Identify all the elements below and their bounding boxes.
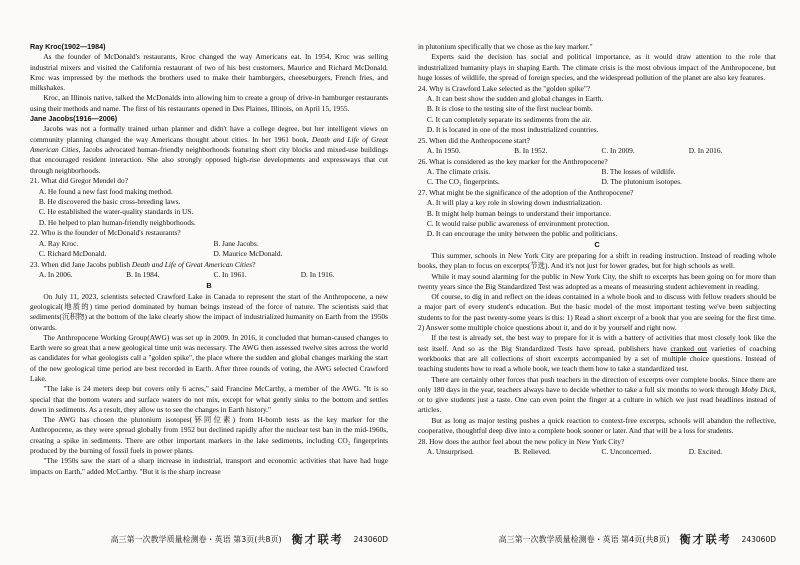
q25-option-d[interactable]: D. In 2016. [688, 145, 723, 155]
passage-b-paragraph-5: "The 1950s saw the start of a sharp increase in industrial, transport and economic activities that have had huge impacts on Earth," added McCarthy. "But it is the sharp increase [30, 456, 388, 476]
footer-page-label-left: 高三第一次教学质量检测卷・英语 第3页(共8页) [110, 534, 282, 544]
jacobs-paragraph [30, 124, 388, 175]
section-b-heading: B [206, 280, 212, 290]
question-28-options [418, 447, 776, 457]
left-column [30, 42, 388, 528]
q22-option-d[interactable]: D. Maurice McDonald. [213, 248, 283, 258]
passage-c-paragraph-2: While it may sound alarming for the public in New York City, the shift to excerpts has been going on for more than twenty years since the Big Standardized Test was adopted as a means of measuring student achievement in reading. [418, 271, 776, 291]
question-24: 24. Why is Crawford Lake selected as the "golden spike"? [418, 83, 591, 93]
q21-option-c[interactable]: C. He established the water-quality standards in US. [38, 207, 194, 217]
footer-right [418, 532, 776, 546]
passage-b-paragraph-4: The AWG has chosen the plutonium isotopes(钚同位素) from H-bomb tests as the key marker for the Anthropocene, as they were spread globally from 1952 but declined rapidly after the nuclear test ban in the mid-1960s, creating a spike in sediments. There are other important markers in the lake sediments, including CO₂ fingerprints produced by the burning of fossil fuels in power plants. [30, 415, 388, 456]
question-22-options [30, 239, 388, 260]
right-column [418, 42, 776, 528]
question-26-options [418, 167, 776, 188]
q25-option-b[interactable]: B. In 1952. [514, 145, 548, 155]
question-25-options [418, 146, 776, 156]
q28-option-d[interactable]: D. Excited. [688, 447, 723, 457]
c-p4-text-b: varieties of coaching workbooks that are all collections of short excerpts accompanied by a set of multiple choice questions. Instead of teaching students how to read a whole book, we teach them how to take a standardized test. [418, 343, 776, 374]
question-22: 22. Who is the founder of McDonald's restaurants? [30, 228, 181, 238]
q21-option-d[interactable]: D. He helped to plan human-friendly neighborhoods. [38, 217, 196, 227]
passage-b-paragraph-6: Experts said the decision has social and political importance, as it would draw attention to the role that industrialized humanity plays in shaping Earth. The climate crisis is the most obvious impact of the Anthropocene, but huge losses of wildlife, the spread of foreign species, and the widespread pollution of the planet are also key features. [418, 52, 776, 82]
q26-option-d[interactable]: D. The plutonium isotopes. [601, 177, 682, 187]
q28-option-b[interactable]: B. Relieved. [514, 447, 551, 457]
question-23 [30, 260, 388, 270]
q23-option-a[interactable]: A. In 2006. [38, 270, 73, 280]
passage-b-continuation: in plutonium specifically that we chose as the key marker." [418, 42, 593, 51]
underlined-phrase: cranked out [670, 343, 708, 353]
passage-c-paragraph-1: This summer, schools in New York City are preparing for a shift in reading instruction. Instead of reading whole books, they plan to focus on excerpts(节选). And it's not just for lower grades, but for high schools as well. [418, 250, 776, 271]
q23-option-b[interactable]: B. In 1984. [126, 270, 160, 280]
q26-option-c[interactable]: C. The CO₂ fingerprints. [426, 177, 500, 187]
question-21-options [30, 187, 388, 228]
kroc-paragraph-1: As the founder of McDonald's restaurants, Kroc changed the way Americans eat. In 1954, Kroc was selling industrial mixers and visited the California restaurant of two of his best customers, Maurice and Richard McDonald. Kroc was impressed by the methods the brothers used to make their hamburgers, cheeseburgers, French fries, and milkshakes. [30, 52, 388, 93]
question-21: 21. What did Gregor Mendel do? [30, 176, 128, 186]
passage-b-paragraph-3: "The lake is 24 meters deep but covers only 6 acres," said Francine McCarthy, a member of the AWG. "It is so special that the bottom waters and surface waters do not mix, except for what gently sinks to the bottom and settles down in sediments. As a result, they allow us to see the changes in Earth history." [30, 384, 388, 414]
c-p5-book-title: Moby Dick [741, 384, 775, 394]
q27-option-a[interactable]: A. It will play a key role in slowing down industrialization. [426, 198, 603, 208]
q25-option-a[interactable]: A. In 1950. [426, 145, 461, 155]
jacobs-heading: Jane Jacobs(1916—2006) [30, 114, 118, 124]
question-27-options [418, 198, 776, 239]
question-27: 27. What might be the significance of the adoption of the Anthropocene? [418, 188, 634, 198]
q23-book-title: Death and Life of Great American Cities [131, 259, 253, 269]
exam-brand-stamp-right: 衡才联考 [679, 533, 732, 546]
q21-option-a[interactable]: A. He found a new fast food making method. [38, 186, 173, 196]
q27-option-c[interactable]: C. It would raise public awareness of environment protection. [426, 219, 610, 229]
q24-option-b[interactable]: B. It is close to the testing site of the first nuclear bomb. [426, 104, 593, 114]
footer-page-label-right: 高三第一次教学质量检测卷・英语 第4页(共8页) [498, 534, 670, 544]
q21-option-b[interactable]: B. He discovered the basic cross-breeding laws. [38, 196, 181, 206]
exam-brand-stamp-left: 衡才联考 [291, 533, 344, 546]
passage-c-paragraph-3: Of course, to dig in and reflect on the ideas contained in a whole book and to discuss with fellow readers should be a major part of every student's education. But the basic model of the most important testing we've been subjecting students to for the past twenty-some years is this: 1) Read a short excerpt of a book that you are seeing for the first time. 2) Answer some multiple choice questions about it, and do it by yourself and right now. [418, 292, 776, 333]
q26-option-a[interactable]: A. The climate crisis. [426, 167, 491, 177]
question-26: 26. What is considered as the key marker for the Anthropocene? [418, 156, 608, 166]
passage-b-paragraph-2: The Anthropocene Working Group(AWG) was set up in 2009. In 2016, it concluded that human-caused changes to Earth were so great that a new geological time unit was necessary. The AWG then assessed twelve sites across the world as candidates for what geologists call a "golden spike", the place where the sudden and global changes marking the start of the new geological time period are best recorded in Earth. After three rounds of voting, the AWG selected Crawford Lake. [30, 332, 388, 383]
question-23-options [30, 270, 388, 280]
c-p5-text-a: There are certainly other forces that push teachers in the direction of excerpts over complete books. Since there are only 180 days in the year, teachers always have to decide whether to take a full six months to work through [418, 374, 776, 394]
passage-b-paragraph-1: On July 11, 2023, scientists selected Crawford Lake in Canada to represent the start of the Anthropocene, a new geological(地质的) time period dominated by human beings instead of the force of nature. The scientists said that sediments(沉积物) at the bottom of the lake clearly show the impact of industrialized humanity on Earth from the 1950s onwards. [30, 291, 388, 332]
c-p5-text-b: , or to give students just a taste. One can even point the finger at a culture in which we just read headlines instead of articles. [418, 384, 776, 415]
q26-option-b[interactable]: B. The losses of wildlife. [601, 167, 676, 177]
q28-option-c[interactable]: C. Unconcerned. [601, 447, 652, 457]
q25-option-c[interactable]: C. In 2009. [601, 145, 635, 155]
q22-option-b[interactable]: B. Jane Jacobs. [213, 238, 259, 248]
question-24-options [418, 94, 776, 135]
q22-option-a[interactable]: A. Ray Kroc. [38, 238, 79, 248]
q28-option-a[interactable]: A. Unsurprised. [426, 447, 474, 457]
q24-option-d[interactable]: D. It is located in one of the most industrialized countries. [426, 124, 599, 134]
exam-code-left: 243060D [353, 534, 388, 544]
q24-option-c[interactable]: C. It can completely separate its sediments from the air. [426, 114, 592, 124]
question-28: 28. How does the author feel about the new policy in New York City? [418, 436, 625, 446]
jacobs-text-b: , Jacobs advocated human-friendly neighborhoods featuring short city blocks and mixed-use buildings that encouraged resident interaction. She also strongly opposed high-rise developments and expressways that cut through neighborhoods. [30, 144, 388, 175]
q24-option-a[interactable]: A. It can best show the sudden and global changes in Earth. [426, 93, 604, 103]
q27-option-d[interactable]: D. It can encourage the unity between the public and politicians. [426, 229, 618, 239]
c-p4-text-a: If the test is already set, the best way to prepare for it is with a battery of activities that most closely look like the test itself. And so as the Big Standardized Tests have spread, publishers have [418, 333, 776, 353]
passage-c-paragraph-6: But as long as major testing pushes a quick reaction to context-free excerpts, schools will abandon the reflective, cooperative, thoughtful deep dive into a complete book sooner or later. And that will be a loss for students. [418, 415, 776, 435]
passage-c-paragraph-5 [418, 375, 776, 416]
footer-left [30, 532, 388, 546]
kroc-heading: Ray Kroc(1902—1984) [30, 42, 106, 51]
kroc-paragraph-2: Kroc, an Illinois native, talked the McDonalds into allowing him to create a group of drive-in hamburger restaurants using their methods and name. The first of his restaurants opened in Des Plaines, Illinois, on April 15, 1955. [30, 93, 388, 113]
section-c-heading: C [594, 240, 600, 250]
q23-text-b: ? [252, 259, 256, 269]
q23-option-c[interactable]: C. In 1961. [213, 270, 247, 280]
q22-option-c[interactable]: C. Richard McDonald. [38, 248, 107, 258]
q23-option-d[interactable]: D. In 1916. [300, 270, 335, 280]
q23-text-a: 23. When did Jane Jacobs publish [30, 259, 132, 269]
passage-c-paragraph-4 [418, 333, 776, 374]
jacobs-text-a: Jacobs was not a formally trained urban planner and didn't have a college degree, but her intelligent views on community planning changed the way Americans thought about cities. In her 1961 book, [30, 124, 388, 144]
exam-code-right: 243060D [741, 534, 776, 544]
q27-option-b[interactable]: B. It might help human beings to understand their importance. [426, 208, 611, 218]
question-25: 25. When did the Anthropocene start? [418, 135, 530, 145]
jacobs-book-title: Death and Life of Great American Cities [30, 134, 388, 154]
